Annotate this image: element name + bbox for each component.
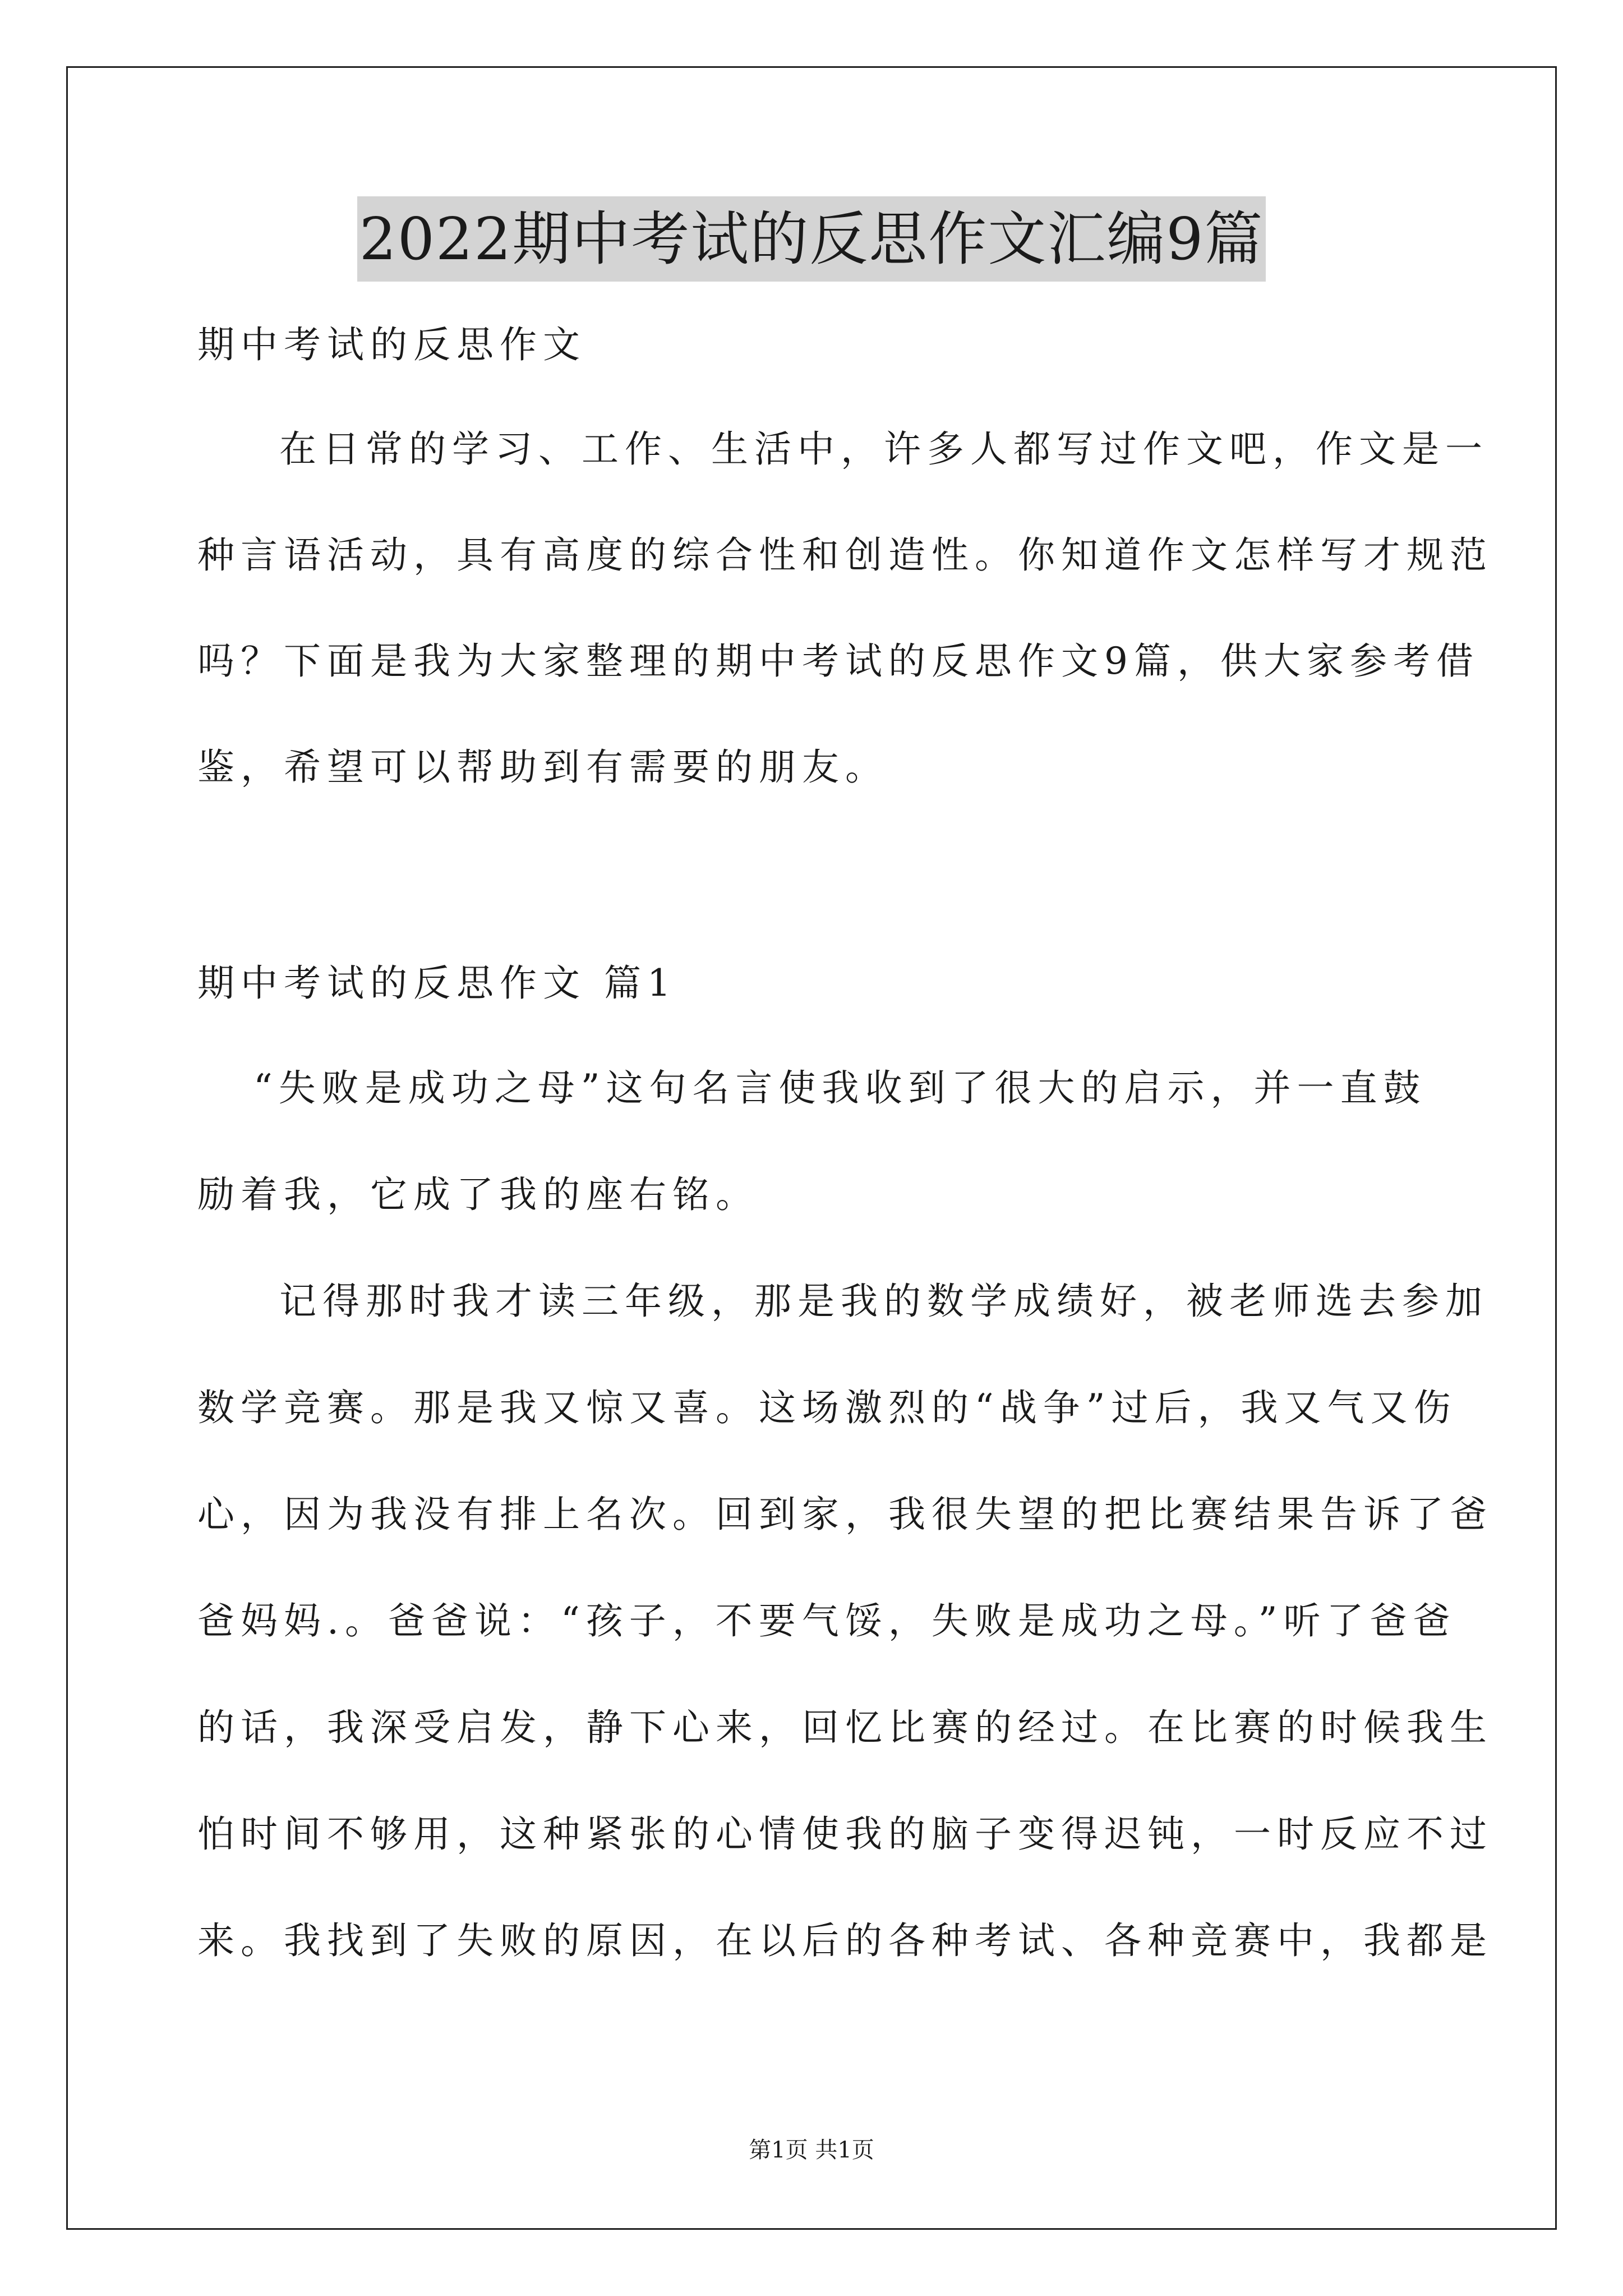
document-title: 2022期中考试的反思作文汇编9篇 — [357, 196, 1266, 282]
intro-line: 吗？下面是我为大家整理的期中考试的反思作文9篇，供大家参考借 — [197, 639, 1479, 683]
intro-heading: 期中考试的反思作文 — [197, 323, 586, 366]
paragraph-line: 心，因为我没有排上名次。回到家，我很失望的把比赛结果告诉了爸 — [197, 1493, 1493, 1536]
intro-line: 种言语活动，具有高度的综合性和创造性。你知道作文怎样写才规范 — [197, 533, 1493, 577]
page-footer: 第1页 共1页 — [749, 2137, 874, 2163]
intro-line: 鉴，希望可以帮助到有需要的朋友。 — [197, 746, 888, 789]
paragraph-line: 爸妈妈.。爸爸说：“孩子，不要气馁，失败是成功之母。”听了爸爸 — [197, 1599, 1456, 1642]
section-heading: 期中考试的反思作文 篇1 — [197, 961, 677, 1005]
paragraph-line: 的话，我深受启发，静下心来，回忆比赛的经过。在比赛的时候我生 — [197, 1706, 1493, 1749]
paragraph-line: “失败是成功之母”这句名言使我收到了很大的启示，并一直鼓 — [253, 1066, 1427, 1110]
paragraph-line: 怕时间不够用，这种紧张的心情使我的脑子变得迟钝，一时反应不过 — [197, 1812, 1493, 1856]
paragraph-line: 来。我找到了失败的原因，在以后的各种考试、各种竞赛中，我都是 — [197, 1919, 1493, 1962]
paragraph-line: 记得那时我才读三年级，那是我的数学成绩好，被老师选去参加 — [279, 1280, 1488, 1323]
page-border — [66, 66, 1557, 2230]
title-wrap — [0, 196, 1623, 282]
paragraph-line: 数学竞赛。那是我又惊又喜。这场激烈的“战争”过后，我又气又伤 — [197, 1386, 1457, 1429]
paragraph-line: 励着我，它成了我的座右铭。 — [197, 1173, 759, 1216]
intro-line: 在日常的学习、工作、生活中，许多人都写过作文吧，作文是一 — [279, 427, 1488, 471]
